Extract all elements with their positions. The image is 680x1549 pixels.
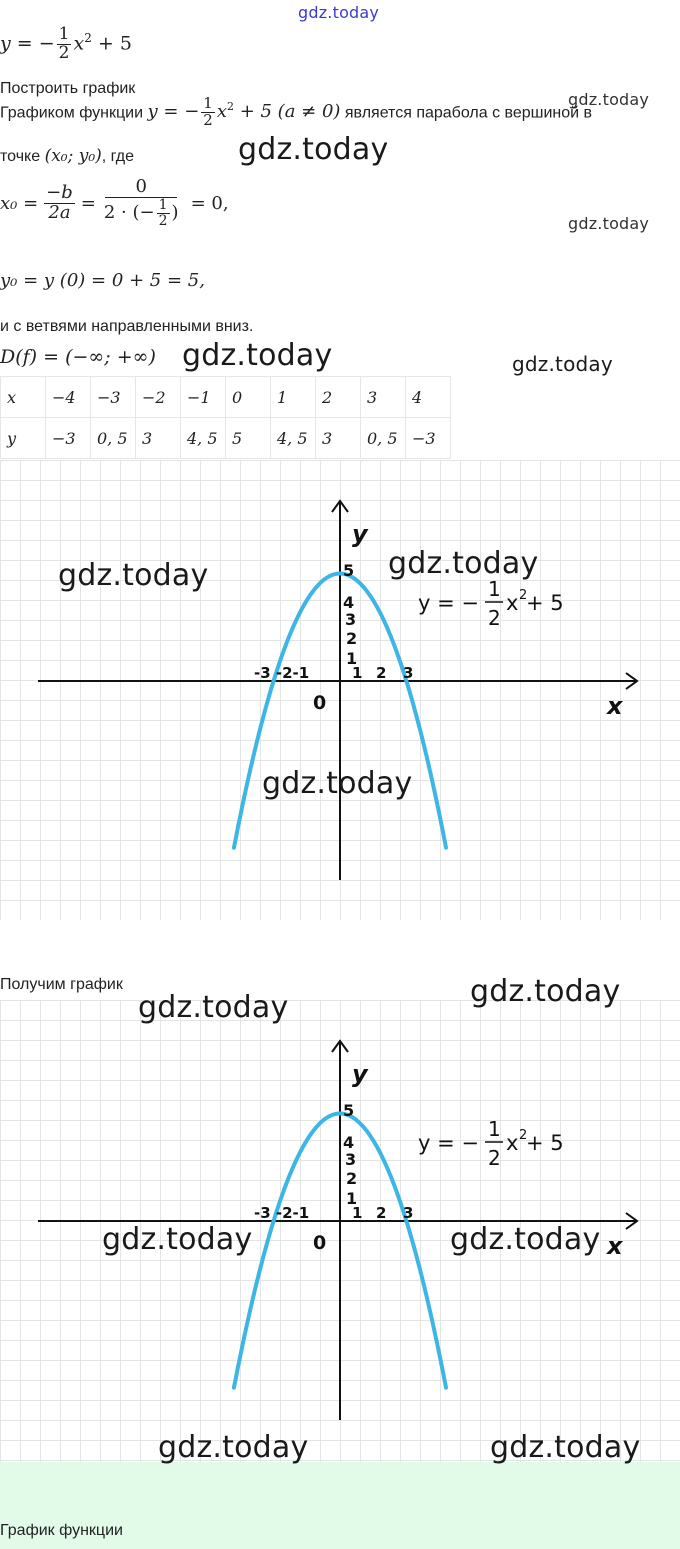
watermark: gdz.today — [298, 3, 380, 22]
graph-formula-exp: 2 — [519, 1128, 528, 1143]
y-tick-label: 3 — [345, 1150, 357, 1169]
x0-f2-num: 0 — [105, 178, 176, 198]
table-cell: −3 — [46, 418, 91, 459]
watermark: gdz.today — [138, 990, 289, 1025]
x-tick-label: 2 — [376, 664, 387, 682]
equation-tail: + 5 — [91, 32, 132, 55]
watermark: gdz.today — [568, 214, 650, 233]
table-cell: 0 — [226, 377, 271, 418]
table-cell: −2 — [136, 377, 181, 418]
y-tick-label: 4 — [343, 593, 355, 612]
intro-formula-rest: + 5 (a ≠ 0) — [233, 101, 341, 123]
table-cell: 5 — [226, 418, 271, 459]
watermark: gdz.today — [470, 974, 621, 1009]
table-cell: −3 — [91, 377, 136, 418]
x0-f1-den: 2a — [48, 201, 71, 223]
equation-frac-num: 1 — [58, 24, 70, 44]
graph-formula-den: 2 — [488, 606, 501, 630]
watermark: gdz.today — [238, 132, 389, 167]
values-table — [0, 376, 451, 459]
build-label: Построить график — [0, 80, 136, 97]
result-label: Получим график — [0, 976, 123, 993]
table-cell: x — [1, 377, 46, 418]
x0-f1-num: −b — [46, 181, 73, 203]
graph-formula-tail: + 5 — [526, 591, 564, 615]
x0-f2-den-pre: 2 · (− — [103, 201, 155, 223]
y-tick-label: 1 — [346, 1189, 358, 1208]
x0-f2-den-num: 1 — [158, 196, 168, 213]
y-tick-label: 2 — [346, 1169, 358, 1188]
table-cell: 4, 5 — [271, 418, 316, 459]
table-cell: −3 — [406, 418, 451, 459]
table-cell: 1 — [271, 377, 316, 418]
table-cell: 3 — [136, 418, 181, 459]
equation — [0, 26, 132, 63]
footer-label: График функции — [0, 1522, 123, 1539]
intro-vertex: (x₀; y₀) — [44, 146, 102, 166]
y-tick-label: 5 — [343, 1101, 355, 1120]
y-tick-label: 1 — [346, 649, 358, 668]
x-tick-labels-left: -3 -2-1 — [254, 1204, 310, 1222]
table-cell: −1 — [181, 377, 226, 418]
table-cell: 2 — [316, 377, 361, 418]
x-tick-label: 1 — [352, 1204, 363, 1222]
watermark: gdz.today — [158, 1430, 309, 1465]
x-tick-label: 1 — [352, 664, 363, 682]
watermark: gdz.today — [568, 90, 650, 109]
graph-formula-var: x — [506, 591, 519, 615]
graph-formula-exp: 2 — [519, 588, 528, 603]
x-axis-label: x — [607, 1232, 623, 1260]
table-cell: 4 — [406, 377, 451, 418]
watermark: gdz.today — [182, 338, 333, 373]
intro-suffix: является парабола с вершиной в — [344, 104, 593, 122]
intro-line2-suffix: , где — [101, 148, 135, 165]
table-row — [1, 377, 451, 418]
table-cell: y — [1, 418, 46, 459]
branches-text: и с ветвями направленными вниз. — [0, 318, 254, 335]
intro-line-2 — [0, 146, 134, 166]
intro-formula-exp: 2 — [226, 100, 234, 114]
x0-f2-den-den: 2 — [158, 212, 168, 229]
y-tick-label: 4 — [343, 1133, 355, 1152]
table-cell: 3 — [316, 418, 361, 459]
graph-panel-1 — [0, 460, 680, 920]
equation-lhs: y = − — [0, 32, 55, 55]
graph-formula-tail: + 5 — [526, 1131, 564, 1155]
table-row — [1, 418, 451, 459]
watermark: gdz.today — [512, 352, 613, 376]
watermark: gdz.today — [490, 1430, 641, 1465]
y0-calc: y₀ = y (0) = 0 + 5 = 5, — [0, 270, 205, 291]
graph-formula-prefix: y = − — [418, 591, 479, 615]
origin-label: 0 — [313, 692, 327, 714]
watermark: gdz.today — [58, 558, 209, 593]
graph-formula-num: 1 — [488, 577, 501, 601]
origin-label: 0 — [313, 1232, 327, 1254]
equation-exp: 2 — [84, 31, 92, 46]
x-tick-label: 2 — [376, 1204, 387, 1222]
graph-formula-var: x — [506, 1131, 519, 1155]
y-axis-label: y — [352, 1060, 368, 1088]
x-axis-label: x — [607, 692, 623, 720]
table-cell: 0, 5 — [361, 418, 406, 459]
x0-calc — [0, 178, 229, 228]
table-cell: 3 — [361, 377, 406, 418]
watermark: gdz.today — [450, 1222, 601, 1257]
parabola-graph-1 — [0, 460, 680, 920]
x0-result: = 0, — [190, 192, 229, 214]
intro-formula-var: x — [216, 101, 227, 123]
x0-lhs: x₀ = — [0, 192, 39, 214]
equation-var: x — [73, 32, 85, 55]
watermark: gdz.today — [388, 546, 539, 581]
equation-frac-den: 2 — [58, 42, 70, 63]
domain-text: D(f) = (−∞; +∞) — [0, 346, 156, 368]
graph-formula-num: 1 — [488, 1117, 501, 1141]
y-tick-label: 2 — [346, 629, 358, 648]
intro-line: Графиком функции y = − $\frac{1}{2}$ $x^2 + 5$ (a ≠ 0) является парабола с вершиной в — [0, 94, 593, 129]
intro-prefix: Графиком функции — [0, 104, 144, 122]
x-tick-labels-left: -3 -2-1 — [254, 664, 310, 682]
x0-f2-den-post: ) — [171, 201, 179, 223]
watermark: gdz.today — [262, 766, 413, 801]
x-tick-label: 3 — [403, 1204, 414, 1222]
y-tick-label: 3 — [345, 610, 357, 629]
graph-formula-den: 2 — [488, 1146, 501, 1170]
intro-formula-lhs: y = − — [147, 101, 200, 123]
table-cell: 4, 5 — [181, 418, 226, 459]
table-cell: −4 — [46, 377, 91, 418]
watermark: gdz.today — [102, 1222, 253, 1257]
y-axis-label: y — [352, 520, 368, 548]
graph-formula-prefix: y = − — [418, 1131, 479, 1155]
y-tick-label: 5 — [343, 561, 355, 580]
x0-eq: = — [80, 192, 96, 214]
intro-line2-prefix: точке — [0, 148, 41, 165]
table-cell: 0, 5 — [91, 418, 136, 459]
x-tick-label: 3 — [403, 664, 414, 682]
